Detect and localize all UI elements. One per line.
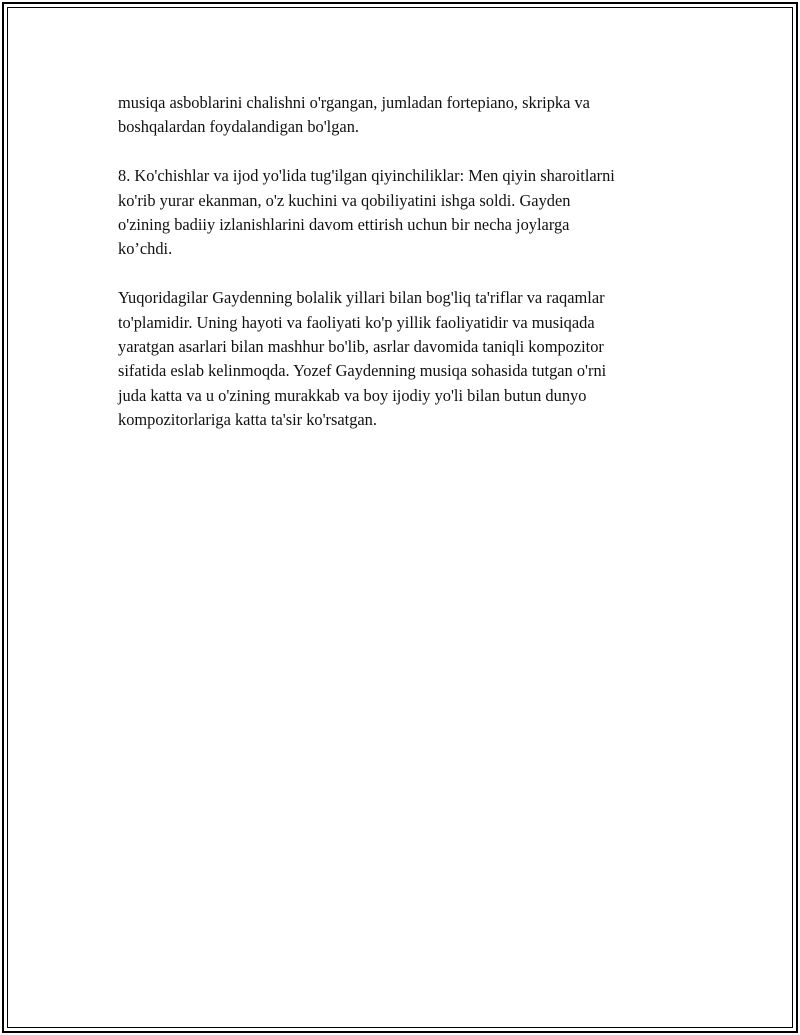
text-line: kompozitorlariga katta ta'sir ko'rsatgan. [118,410,377,430]
text-line: boshqalardan foydalandigan bo'lgan. [118,117,360,137]
text-line: Yuqoridagilar Gaydenning bolalik yillari bilan bog'liq ta'riflar va raqamlar [118,288,605,308]
text-line: sifatida eslab kelinmoqda. Yozef Gaydenning musiqa sohasida tutgan o'rni [118,361,607,381]
text-line: o'zining badiiy izlanishlarini davom ettirish uchun bir necha joylarga [118,215,570,235]
text-line: ko'rib yurar ekanman, o'z kuchini va qobiliyatini ishga soldi. Gayden [118,190,571,210]
text-line: juda katta va u o'zining murakkab va boy ijodiy yo'li bilan butun dunyo [118,385,587,405]
document-body [118,91,688,457]
text-line: to'plamidir. Uning hayoti va faoliyati ko'p yillik faoliyatidir va musiqada [118,312,595,332]
paragraph-summary [118,286,688,432]
text-line: yaratgan asarlari bilan mashhur bo'lib, asrlar davomida taniqli kompozitor [118,337,604,357]
text-line: musiqa asboblarini chalishni o'rgangan, jumladan fortepiano, skripka va [118,93,590,112]
text-line: 8. Ko'chishlar va ijod yo'lida tug'ilgan qiyinchiliklar: Men qiyin sharoitlarni [118,166,615,186]
text-line: ko’chdi. [118,239,173,259]
paragraph-item-8 [118,164,688,262]
paragraph-continuation [118,91,688,140]
